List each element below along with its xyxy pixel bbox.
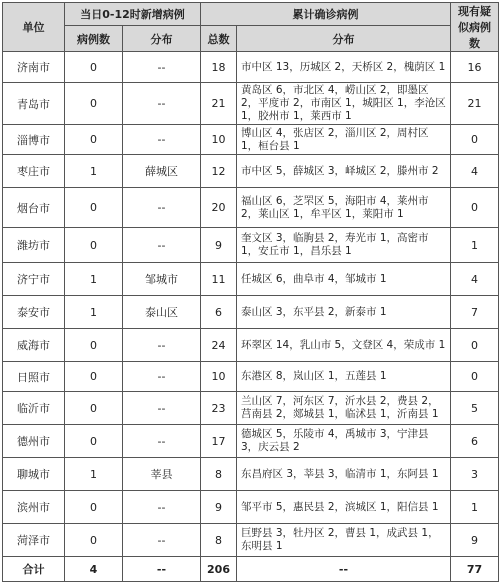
header-daily-dist: 分布 — [123, 26, 201, 52]
cell-new-dist: -- — [123, 491, 201, 524]
cell-dist: 博山区 4，张店区 2，淄川区 2，周村区 1，桓台县 1 — [237, 125, 451, 155]
header-daily-count: 病例数 — [65, 26, 123, 52]
cell-new-dist: -- — [123, 425, 201, 458]
cell-new-count: 0 — [65, 188, 123, 228]
cell-new-count: 0 — [65, 425, 123, 458]
cell-dist: 巨野县 3，牡丹区 2，曹县 1，成武县 1，东明县 1 — [237, 524, 451, 557]
cell-suspect: 0 — [451, 125, 499, 155]
cell-total: 23 — [201, 392, 237, 425]
cell-new-count: 1 — [65, 155, 123, 188]
cell-dist: 泰山区 3，东平县 2，新泰市 1 — [237, 296, 451, 329]
cell-new-count: 0 — [65, 228, 123, 263]
table-row — [3, 125, 499, 155]
header-cum-total: 总数 — [201, 26, 237, 52]
cell-new-count: 0 — [65, 392, 123, 425]
cell-total: 9 — [201, 491, 237, 524]
cell-suspect: 0 — [451, 362, 499, 392]
cell-new-dist: 薛城区 — [123, 155, 201, 188]
cell-total: 10 — [201, 362, 237, 392]
cell-total: 18 — [201, 52, 237, 83]
cell-new-count: 0 — [65, 125, 123, 155]
cell-new-dist: 莘县 — [123, 458, 201, 491]
cell-dist: 市中区 5，薛城区 3，峄城区 2，滕州市 2 — [237, 155, 451, 188]
cell-city: 临沂市 — [3, 392, 65, 425]
cell-new-count: 0 — [65, 329, 123, 362]
cell-total: 24 — [201, 329, 237, 362]
cell-dist: 东昌府区 3，莘县 3，临清市 1，东阿县 1 — [237, 458, 451, 491]
cell-new-dist: -- — [123, 52, 201, 83]
cell-suspect: 1 — [451, 228, 499, 263]
table-row — [3, 228, 499, 263]
cell-dist: 德城区 5，乐陵市 4，禹城市 3，宁津县 3，庆云县 2 — [237, 425, 451, 458]
table-row — [3, 425, 499, 458]
cell-suspect: 0 — [451, 188, 499, 228]
cell-suspect: 21 — [451, 83, 499, 125]
cell-city: 青岛市 — [3, 83, 65, 125]
header-daily-group: 当日0-12时新增病例 — [65, 3, 201, 26]
header-cumulative-group: 累计确诊病例 — [201, 3, 451, 26]
total-cell-new-dist: -- — [123, 557, 201, 582]
cell-dist: 兰山区 7，河东区 7，沂水县 2，费县 2，莒南县 2，郯城县 1，临沭县 1，沂南县 1 — [237, 392, 451, 425]
cell-city: 威海市 — [3, 329, 65, 362]
cell-total: 17 — [201, 425, 237, 458]
table-row — [3, 329, 499, 362]
cell-new-count: 1 — [65, 296, 123, 329]
cell-city: 枣庄市 — [3, 155, 65, 188]
cell-total: 12 — [201, 155, 237, 188]
cell-city: 济南市 — [3, 52, 65, 83]
header-unit: 单位 — [3, 3, 65, 52]
total-cell-dist: -- — [237, 557, 451, 582]
cell-dist: 市中区 13，历城区 2，天桥区 2，槐荫区 1 — [237, 52, 451, 83]
cell-new-dist: -- — [123, 524, 201, 557]
table-row — [3, 263, 499, 296]
total-cell-suspect: 77 — [451, 557, 499, 582]
cell-total: 10 — [201, 125, 237, 155]
cell-city: 菏泽市 — [3, 524, 65, 557]
cell-city: 日照市 — [3, 362, 65, 392]
header-cum-dist: 分布 — [237, 26, 451, 52]
cell-dist: 福山区 6，芝罘区 5，海阳市 4，莱州市 2，莱山区 1，牟平区 1，莱阳市 1 — [237, 188, 451, 228]
table-row — [3, 362, 499, 392]
total-cell-new-count: 4 — [65, 557, 123, 582]
cell-new-dist: -- — [123, 392, 201, 425]
cell-city: 聊城市 — [3, 458, 65, 491]
cell-dist: 环翠区 14，乳山市 5，文登区 4，荣成市 1 — [237, 329, 451, 362]
table-row — [3, 491, 499, 524]
covid-stats-table — [2, 2, 499, 582]
cell-city: 德州市 — [3, 425, 65, 458]
cell-city: 烟台市 — [3, 188, 65, 228]
cell-total: 6 — [201, 296, 237, 329]
table-header — [3, 3, 499, 52]
cell-new-count: 1 — [65, 263, 123, 296]
table-row-total — [3, 557, 499, 582]
cell-new-count: 0 — [65, 491, 123, 524]
cell-total: 8 — [201, 524, 237, 557]
cell-city: 潍坊市 — [3, 228, 65, 263]
cell-suspect: 4 — [451, 263, 499, 296]
cell-new-dist: 泰山区 — [123, 296, 201, 329]
cell-dist: 任城区 6，曲阜市 4，邹城市 1 — [237, 263, 451, 296]
cell-total: 21 — [201, 83, 237, 125]
cell-new-dist: -- — [123, 125, 201, 155]
cell-city: 济宁市 — [3, 263, 65, 296]
total-cell-city: 合计 — [3, 557, 65, 582]
table-body — [3, 52, 499, 582]
cell-suspect: 9 — [451, 524, 499, 557]
cell-suspect: 16 — [451, 52, 499, 83]
cell-city: 泰安市 — [3, 296, 65, 329]
cell-dist: 东港区 8，岚山区 1，五莲县 1 — [237, 362, 451, 392]
cell-new-count: 0 — [65, 83, 123, 125]
cell-new-dist: 邹城市 — [123, 263, 201, 296]
table-row — [3, 458, 499, 491]
table-row — [3, 52, 499, 83]
cell-dist: 奎文区 3，临朐县 2，寿光市 1，高密市 1，安丘市 1，昌乐县 1 — [237, 228, 451, 263]
cell-dist: 邹平市 5，惠民县 2，滨城区 1，阳信县 1 — [237, 491, 451, 524]
cell-dist: 黄岛区 6，市北区 4，崂山区 2，即墨区 2，平度市 2，市南区 1，城阳区 1，李沧区 1，胶州市 1，莱西市 1 — [237, 83, 451, 125]
cell-total: 9 — [201, 228, 237, 263]
table-row — [3, 296, 499, 329]
header-suspected: 现有疑似病例数 — [451, 3, 499, 52]
table-row — [3, 524, 499, 557]
total-cell-total: 206 — [201, 557, 237, 582]
cell-new-dist: -- — [123, 188, 201, 228]
table-row — [3, 392, 499, 425]
cell-suspect: 3 — [451, 458, 499, 491]
cell-total: 11 — [201, 263, 237, 296]
cell-new-count: 0 — [65, 52, 123, 83]
cell-new-dist: -- — [123, 329, 201, 362]
cell-new-dist: -- — [123, 228, 201, 263]
cell-new-dist: -- — [123, 362, 201, 392]
table-row — [3, 83, 499, 125]
cell-suspect: 0 — [451, 329, 499, 362]
cell-city: 滨州市 — [3, 491, 65, 524]
cell-suspect: 5 — [451, 392, 499, 425]
cell-new-count: 1 — [65, 458, 123, 491]
cell-suspect: 4 — [451, 155, 499, 188]
cell-suspect: 6 — [451, 425, 499, 458]
cell-new-dist: -- — [123, 83, 201, 125]
table-row — [3, 188, 499, 228]
table-row — [3, 155, 499, 188]
cell-new-count: 0 — [65, 524, 123, 557]
cell-total: 8 — [201, 458, 237, 491]
cell-new-count: 0 — [65, 362, 123, 392]
cell-total: 20 — [201, 188, 237, 228]
cell-suspect: 1 — [451, 491, 499, 524]
cell-city: 淄博市 — [3, 125, 65, 155]
cell-suspect: 7 — [451, 296, 499, 329]
